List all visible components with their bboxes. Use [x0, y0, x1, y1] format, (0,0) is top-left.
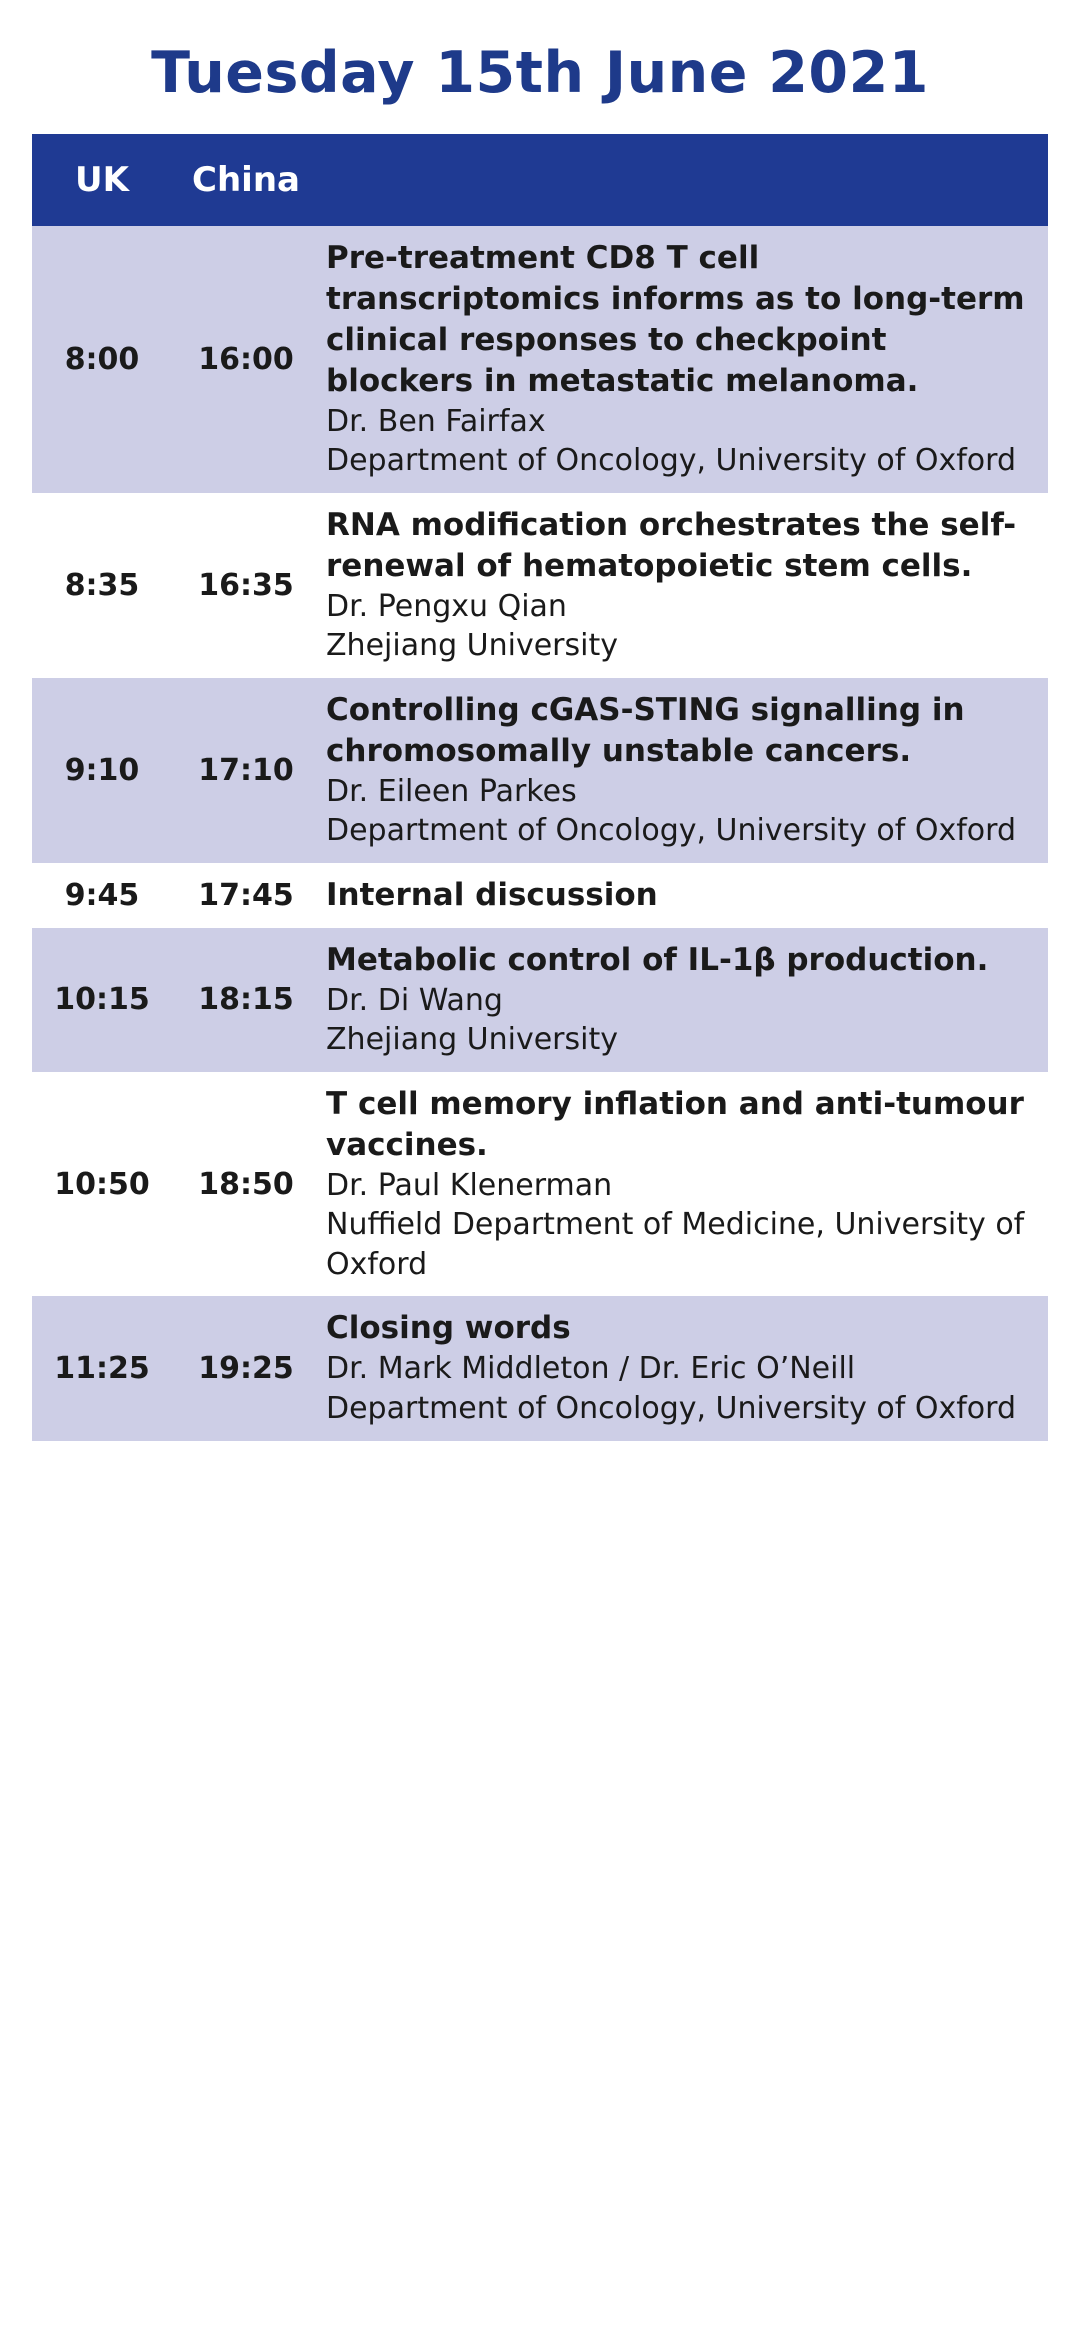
row-session — [320, 678, 1048, 863]
talk-affiliation: Zhejiang University — [326, 1022, 619, 1058]
row-time-china: 17:10 — [172, 678, 320, 863]
talk-title: Metabolic control of IL-1β production. — [326, 941, 989, 978]
table-row — [32, 226, 1048, 493]
column-header-china: China — [172, 134, 320, 226]
row-session — [320, 1296, 1048, 1440]
table-row — [32, 1296, 1048, 1440]
schedule-table — [32, 134, 1048, 1441]
table-row — [32, 928, 1048, 1072]
row-time-china: 16:00 — [172, 226, 320, 493]
table-body — [32, 226, 1048, 1441]
row-session — [320, 1072, 1048, 1297]
row-time-china: 16:35 — [172, 493, 320, 678]
talk-affiliation: Department of Oncology, University of Oxford — [326, 1390, 1017, 1426]
talk-speaker: Dr. Di Wang — [326, 982, 503, 1018]
row-time-uk: 10:50 — [32, 1072, 172, 1297]
talk-speaker: Dr. Eileen Parkes — [326, 773, 577, 809]
talk-affiliation: Department of Oncology, University of Oxford — [326, 813, 1017, 849]
row-time-uk: 9:10 — [32, 678, 172, 863]
table-row — [32, 493, 1048, 678]
row-time-china: 19:25 — [172, 1296, 320, 1440]
row-session — [320, 928, 1048, 1072]
talk-title: Internal discussion — [326, 876, 658, 913]
table-header-row — [32, 134, 1048, 226]
table-header — [32, 134, 1048, 226]
page-title: Tuesday 15th June 2021 — [151, 40, 929, 106]
table-row — [32, 863, 1048, 928]
row-time-uk: 8:35 — [32, 493, 172, 678]
column-header-uk: UK — [32, 134, 172, 226]
row-session — [320, 226, 1048, 493]
row-time-uk: 11:25 — [32, 1296, 172, 1440]
row-time-uk: 8:00 — [32, 226, 172, 493]
table-row — [32, 678, 1048, 863]
table-row — [32, 1072, 1048, 1297]
talk-speaker: Dr. Paul Klenerman — [326, 1167, 613, 1203]
row-time-china: 17:45 — [172, 863, 320, 928]
talk-title: Controlling cGAS-STING signalling in chromosomally unstable cancers. — [326, 691, 965, 769]
talk-speaker: Dr. Ben Fairfax — [326, 403, 546, 439]
row-time-china: 18:50 — [172, 1072, 320, 1297]
talk-title: Closing words — [326, 1310, 571, 1347]
talk-title: T cell memory inflation and anti-tumour vaccines. — [326, 1085, 1024, 1163]
column-header-session — [320, 134, 1048, 226]
talk-title: RNA modification orchestrates the self-renewal of hematopoietic stem cells. — [326, 506, 1017, 584]
talk-speaker: Dr. Mark Middleton / Dr. Eric O’Neill — [326, 1351, 856, 1387]
talk-speaker: Dr. Pengxu Qian — [326, 588, 567, 624]
row-session — [320, 493, 1048, 678]
talk-affiliation: Zhejiang University — [326, 628, 619, 664]
row-time-uk: 10:15 — [32, 928, 172, 1072]
row-time-uk: 9:45 — [32, 863, 172, 928]
talk-title: Pre-treatment CD8 T cell transcriptomics informs as to long-term clinical responses to checkpoint blockers in metastatic melanoma. — [326, 240, 1025, 399]
row-time-china: 18:15 — [172, 928, 320, 1072]
talk-affiliation: Department of Oncology, University of Oxford — [326, 443, 1017, 479]
talk-affiliation: Nuffield Department of Medicine, University of Oxford — [326, 1207, 1025, 1282]
row-session — [320, 863, 1048, 928]
